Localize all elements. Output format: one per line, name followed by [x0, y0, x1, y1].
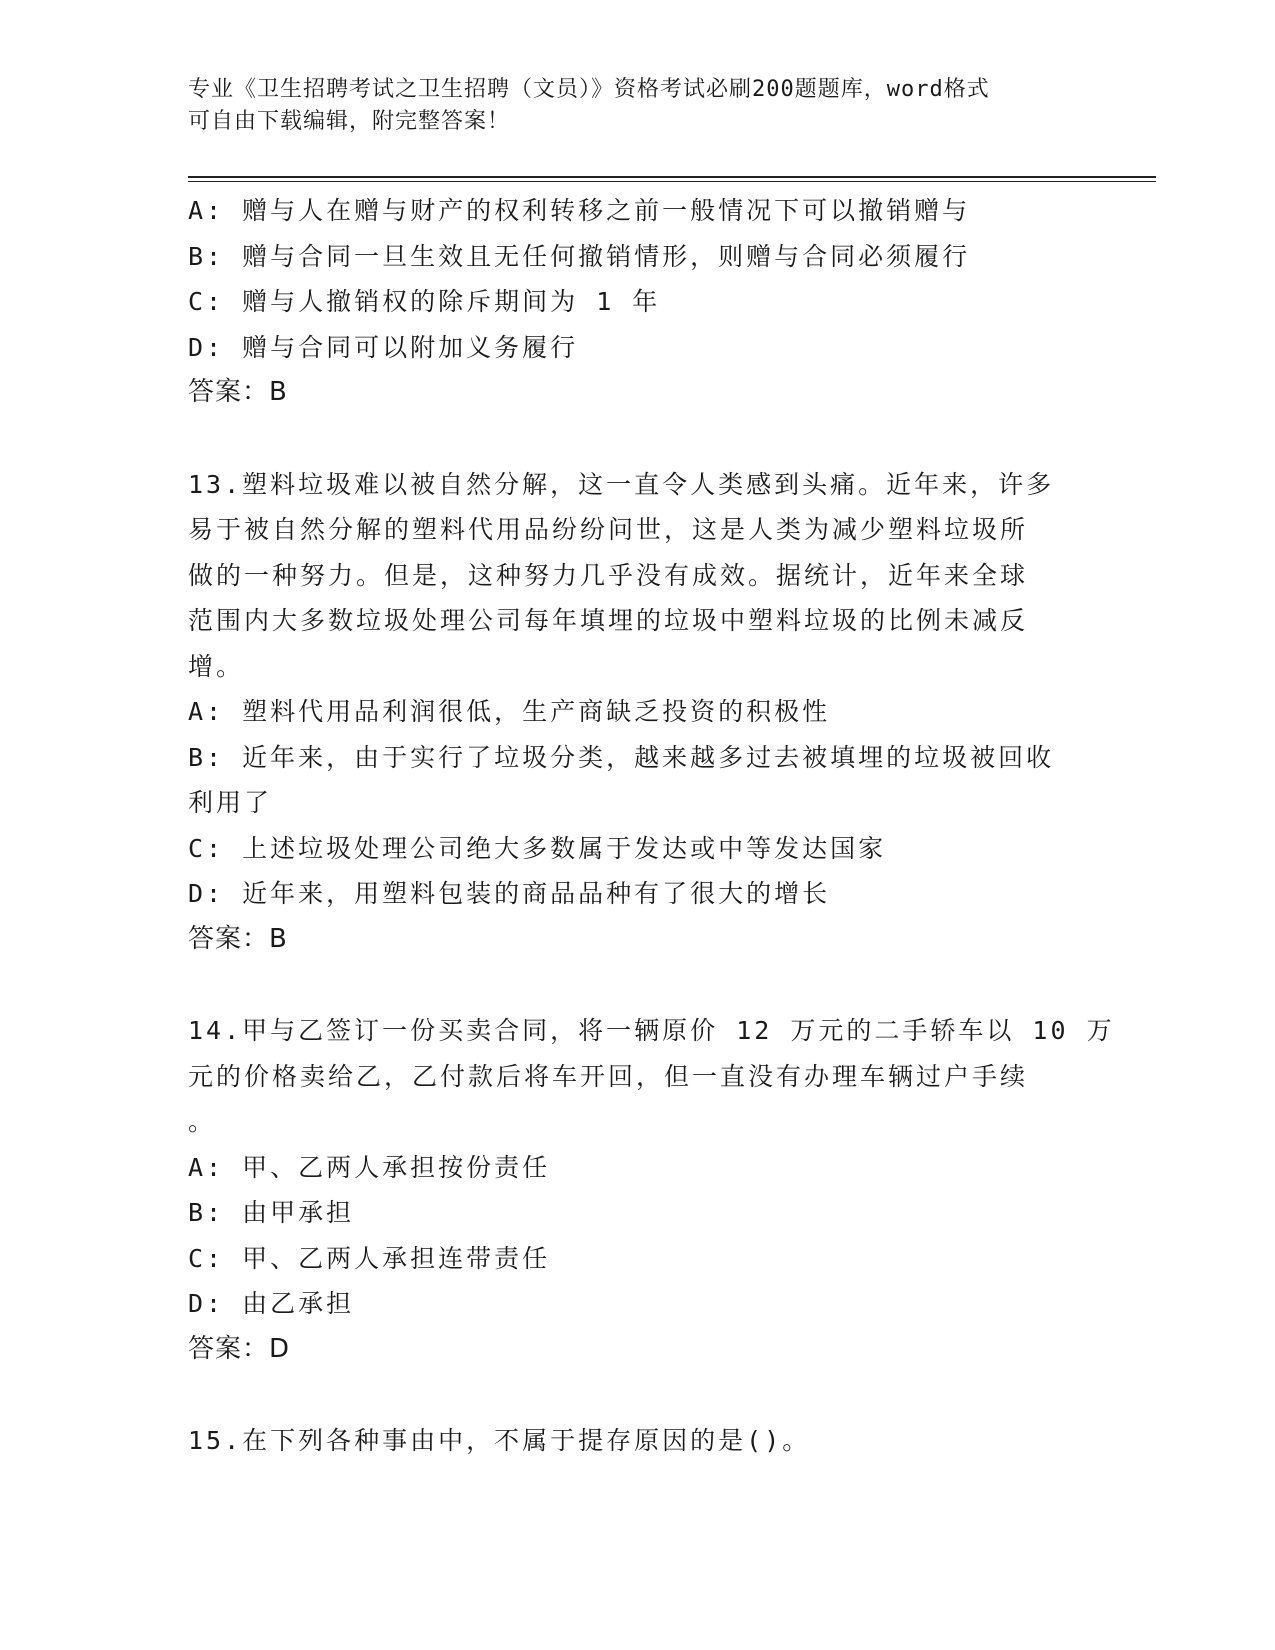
- option-a: A: 塑料代用品利润很低，生产商缺乏投资的积极性: [188, 697, 831, 726]
- option-d: D: 近年来，用塑料包装的商品品种有了很大的增长: [188, 879, 831, 908]
- question-15: [188, 1418, 1088, 1464]
- header-divider: [188, 176, 1156, 182]
- question-stem-line: 13.塑料垃圾难以被自然分解，这一直令人类感到头痛。近年来，许多: [188, 469, 1055, 499]
- question-stem-line: 元的价格卖给乙，乙付款后将车开回，但一直没有办理车辆过户手续: [188, 1061, 1029, 1091]
- question-stem-line: 15.在下列各种事由中，不属于提存原因的是()。: [188, 1426, 811, 1455]
- question-content: [188, 188, 1115, 1464]
- option-c: C: 赠与人撤销权的除斥期间为 1 年: [188, 287, 661, 316]
- option-b: B: 近年来，由于实行了垃圾分类，越来越多过去被填埋的垃圾被回收: [188, 742, 1055, 772]
- option-d: D: 赠与合同可以附加义务履行: [188, 332, 579, 362]
- option-c: C: 上述垃圾处理公司绝大多数属于发达或中等发达国家: [188, 833, 887, 863]
- question-stem-line: 14.甲与乙签订一份买卖合同，将一辆原价 12 万元的二手轿车以 10 万: [188, 1016, 1115, 1045]
- option-b-continued: 利用了: [188, 788, 273, 817]
- question-stem-line: 范围内大多数垃圾处理公司每年填埋的垃圾中塑料垃圾的比例未减反: [188, 606, 1029, 635]
- question-13: [188, 462, 1088, 963]
- answer: 答案：B: [188, 923, 288, 954]
- question-14: [188, 1008, 1115, 1372]
- option-a: A: 甲、乙两人承担按份责任: [188, 1152, 551, 1182]
- option-b: B: 由甲承担: [188, 1198, 355, 1227]
- option-d: D: 由乙承担: [188, 1289, 355, 1318]
- answer: 答案：D: [188, 1333, 291, 1364]
- option-c: C: 甲、乙两人承担连带责任: [188, 1243, 551, 1273]
- question-stem-line: 做的一种努力。但是，这种努力几乎没有成效。据统计，近年来全球: [188, 560, 1029, 590]
- question-12: [188, 188, 1088, 416]
- answer: 答案：B: [188, 377, 288, 407]
- option-a: A: 赠与人在赠与财产的权利转移之前一般情况下可以撤销赠与: [188, 196, 971, 225]
- question-stem-line: 。: [188, 1107, 217, 1136]
- spacer: [188, 962, 1088, 1008]
- document-header: [188, 74, 1068, 138]
- spacer: [188, 416, 1088, 462]
- header-line-2: 可自由下载编辑，附完整答案！: [188, 109, 511, 134]
- header-line-1: 专业《卫生招聘考试之卫生招聘（文员）》资格考试必刷200题题库，word格式: [188, 77, 990, 102]
- question-stem-line: 易于被自然分解的塑料代用品纷纷问世，这是人类为减少塑料垃圾所: [188, 515, 1029, 544]
- question-stem-line: 增。: [188, 651, 245, 681]
- spacer: [188, 1372, 1088, 1418]
- option-b: B: 赠与合同一旦生效且无任何撤销情形，则赠与合同必须履行: [188, 241, 971, 271]
